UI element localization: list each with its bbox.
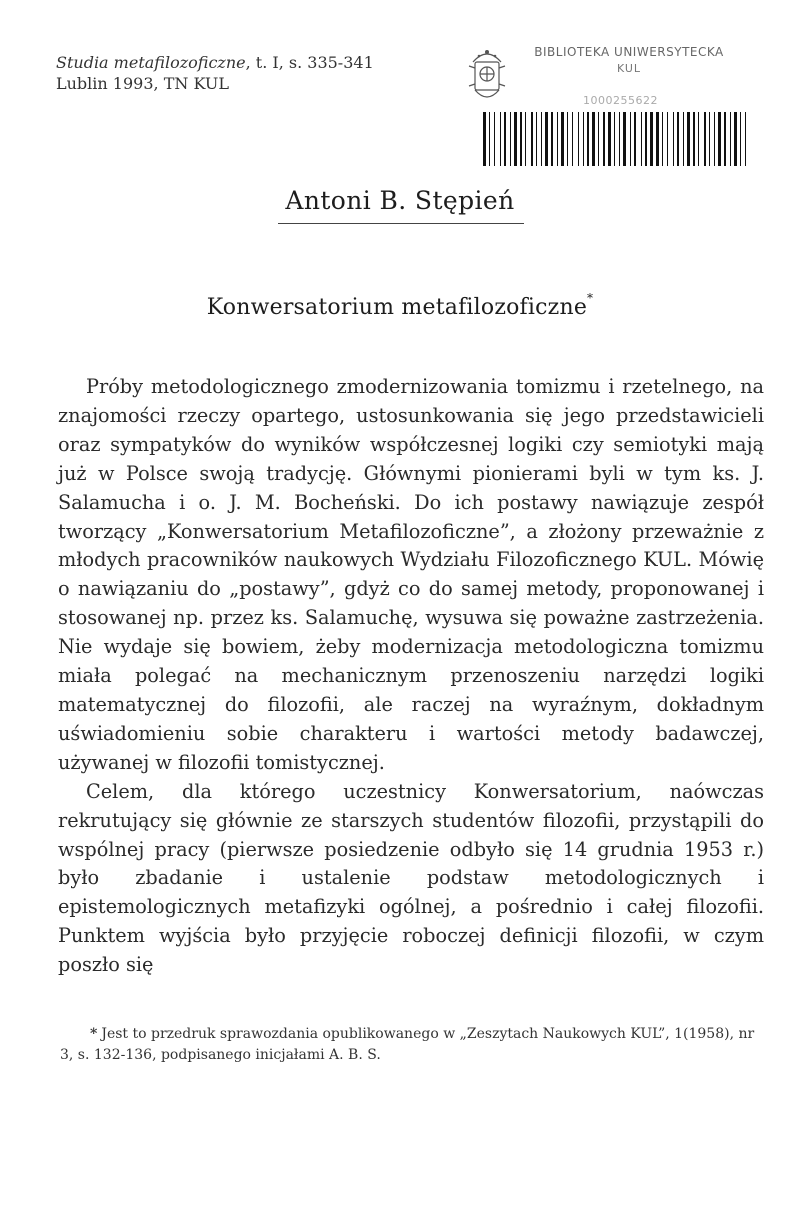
- barcode: [483, 112, 751, 166]
- barcode-bar: [561, 112, 564, 166]
- barcode-number: 1000255622: [583, 94, 658, 107]
- barcode-bar: [645, 112, 647, 166]
- barcode-bar: [536, 112, 537, 166]
- barcode-bar: [603, 112, 605, 166]
- barcode-bar: [567, 112, 568, 166]
- barcode-bar: [630, 112, 631, 166]
- paragraph-1: Próby metodologicznego zmodernizowania tomizmu i rzetelnego, na znajomości rzeczy opartego, ustosunkowania się jego przedstawicieli oraz sympatyków do wyników współczesnej logiki czy semiotyki mają już w Polsce swoją tradycję. Głównymi pionierami byli w tym ks. J. Salamucha i o. J. M. Bocheński. Do ich postawy nawiązuje zespół tworzący „Konwersatorium Metafilozoficzne”, a złożony przeważnie z młodych pracowników naukowych Wydziału Filozoficznego KUL. Mówię o nawiązaniu do „postawy”, gdyż co do samej metody, proponowanej i stosowanej np. przez ks. Salamuchę, wysuwa się poważne zastrzeżenia. Nie wydaje się bowiem, żeby modernizacja metodologiczna tomizmu miała polegać na mechanicznym przenoszeniu narzędzi logiki matematycznej do filozofii, ale raczej na wyraźnym, dokładnym uświadomieniu sobie charakteru i wartości metody badawczej, używanej w filozofii tomistycznej.: [58, 375, 764, 774]
- library-city: KUL: [616, 62, 642, 75]
- barcode-bar: [687, 112, 690, 166]
- barcode-bar: [504, 112, 506, 166]
- barcode-bar: [634, 112, 636, 166]
- barcode-bar: [698, 112, 699, 166]
- paragraph-2: Celem, dla którego uczestnicy Konwersatorium, naówczas rekrutujący się głównie ze starszych studentów filozofii, przystąpili do wspólnej pracy (pierwsze posiedzenie odbyło się 14 grudnia 1953 r.) było zbadanie i ustalenie podstaw metodologicznych i epistemologicznych metafizyki ogólnej, a pośrednio i całej filozofii. Punktem wyjścia było przyjęcie roboczej definicji filozofii, w czym poszło się: [58, 779, 764, 977]
- barcode-bar: [525, 112, 526, 166]
- barcode-bar: [545, 112, 548, 166]
- barcode-bar: [724, 112, 726, 166]
- library-seal-icon: [465, 44, 509, 106]
- barcode-bar: [650, 112, 653, 166]
- footnote-marker: *: [90, 1026, 98, 1042]
- barcode-bar: [514, 112, 517, 166]
- barcode-bar: [677, 112, 679, 166]
- title-footnote-marker: *: [587, 291, 594, 305]
- footnote-text: Jest to przedruk sprawozdania opublikowanego w „Zeszytach Naukowych KUL”, 1(1958), nr 3, s. 132-136, podpisanego inicjałami A. B. S.: [60, 1026, 755, 1063]
- journal-name: Studia metafilozoficzne: [56, 53, 246, 72]
- barcode-bar: [745, 112, 746, 166]
- barcode-bar: [734, 112, 737, 166]
- library-stamp: [465, 42, 755, 172]
- barcode-bar: [494, 112, 495, 166]
- barcode-bar: [483, 112, 486, 166]
- barcode-bar: [673, 112, 674, 166]
- citation-line-1: [56, 52, 374, 73]
- barcode-bar: [704, 112, 706, 166]
- barcode-bar: [667, 112, 668, 166]
- barcode-bar: [520, 112, 522, 166]
- citation-block: [56, 52, 374, 94]
- barcode-bar: [500, 112, 501, 166]
- barcode-bar: [714, 112, 715, 166]
- barcode-bar: [662, 112, 663, 166]
- barcode-bar: [541, 112, 542, 166]
- barcode-bar: [489, 112, 490, 166]
- barcode-bar: [572, 112, 573, 166]
- article-title-text: Konwersatorium metafilozoficzne: [206, 295, 588, 320]
- barcode-bar: [619, 112, 620, 166]
- barcode-bar: [623, 112, 626, 166]
- article-title: [0, 291, 800, 320]
- barcode-bar: [608, 112, 611, 166]
- barcode-bar: [510, 112, 511, 166]
- barcode-bar: [592, 112, 595, 166]
- barcode-bar: [598, 112, 599, 166]
- barcode-bar: [656, 112, 659, 166]
- barcode-bar: [693, 112, 695, 166]
- barcode-bar: [587, 112, 589, 166]
- barcode-bar: [551, 112, 553, 166]
- barcode-bar: [583, 112, 584, 166]
- barcode-bar: [730, 112, 731, 166]
- author-divider: [278, 223, 524, 224]
- volume-pages: , t. I, s. 335-341: [245, 53, 374, 72]
- barcode-bar: [531, 112, 533, 166]
- barcode-bar: [709, 112, 710, 166]
- author-name: Antoni B. Stępień: [285, 186, 515, 215]
- footnote: [60, 1024, 760, 1066]
- imprint: Lublin 1993, TN KUL: [56, 74, 229, 93]
- library-name: BIBLIOTEKA UNIWERSYTECKA: [534, 45, 724, 59]
- barcode-bar: [614, 112, 615, 166]
- barcode-bar: [557, 112, 558, 166]
- body-text: [58, 373, 764, 980]
- barcode-bar: [683, 112, 684, 166]
- barcode-bar: [740, 112, 741, 166]
- barcode-bar: [641, 112, 642, 166]
- barcode-bar: [578, 112, 579, 166]
- barcode-bar: [718, 112, 721, 166]
